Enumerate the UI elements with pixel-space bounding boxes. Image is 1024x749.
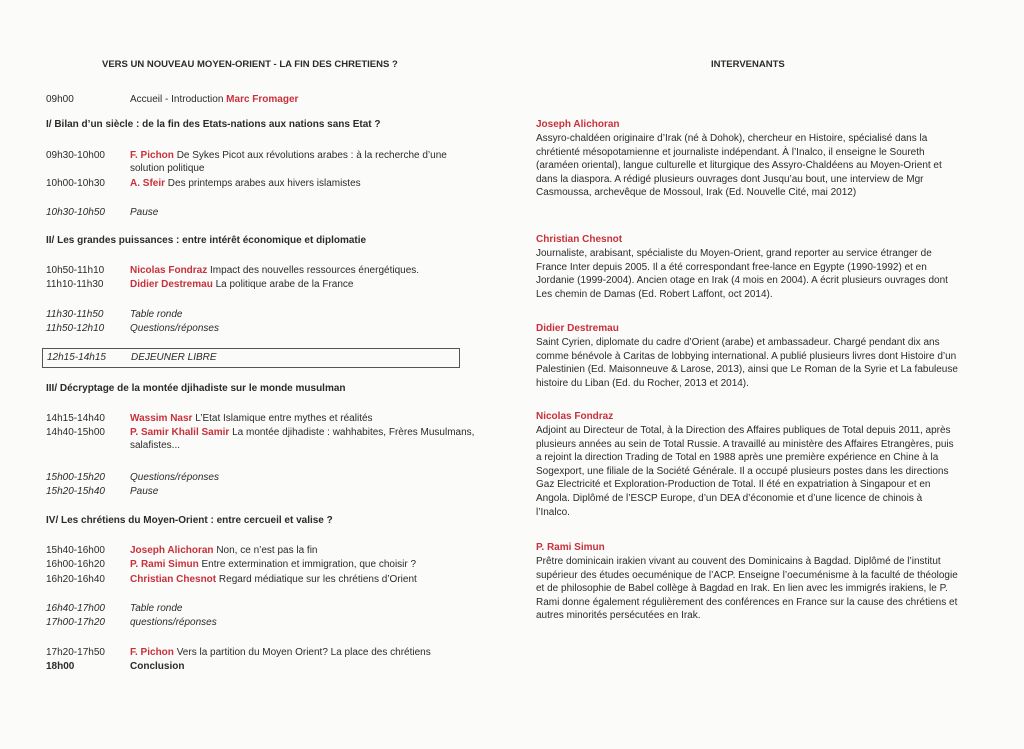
- topic: L’Etat Islamique entre mythes et réalités: [195, 413, 373, 424]
- time: 14h15-14h40: [46, 413, 105, 424]
- speaker-bio: Saint Cyrien, diplomate du cadre d’Orient (arabe) et ambassadeur. Chargé pendant dix ans comme bénévole à Caritas de lobbying international. A publié plusieurs livres dont Histoire d’un Palestinien (Ed. Maisonneuve & Larose, 2013), ainsi que Le Roman de la Syrie et La fabuleuse histoire du Liban (Ed. du Rocher, 2013 et 2014).: [536, 337, 958, 389]
- topic: Pause: [130, 207, 159, 218]
- intro-speaker: Marc Fromager: [226, 94, 299, 105]
- time: 10h00-10h30: [46, 178, 105, 189]
- speaker: F. Pichon: [130, 150, 174, 161]
- speaker: P. Rami Simun: [130, 559, 199, 570]
- section-heading: IV/ Les chrétiens du Moyen-Orient : entre cercueil et valise ?: [46, 515, 333, 526]
- speaker: Christian Chesnot: [130, 574, 217, 585]
- speaker: P. Samir Khalil Samir: [130, 427, 230, 438]
- time: 09h30-10h00: [46, 150, 105, 161]
- topic: Impact des nouvelles ressources énergétiques.: [210, 265, 420, 276]
- speaker: Joseph Alichoran: [130, 545, 214, 556]
- topic: De Sykes Picot aux révolutions arabes : à la recherche d’une solution politique: [130, 150, 447, 174]
- intro-text: [130, 93, 480, 106]
- speaker-block: [536, 410, 958, 519]
- topic: Des printemps arabes aux hivers islamistes: [167, 178, 361, 189]
- section-heading: II/ Les grandes puissances : entre intérêt économique et diplomatie: [46, 235, 367, 246]
- speaker: F. Pichon: [130, 647, 174, 658]
- speaker-block: [536, 233, 958, 301]
- program-title: VERS UN NOUVEAU MOYEN-ORIENT - LA FIN DES CHRETIENS ?: [102, 59, 398, 70]
- time: 16h40-17h00: [46, 603, 105, 614]
- session: [130, 278, 480, 291]
- topic: Table ronde: [130, 309, 183, 320]
- topic: Non, ce n’est pas la fin: [216, 545, 318, 556]
- session: [130, 149, 480, 175]
- speaker: Wassim Nasr: [130, 413, 193, 424]
- speakers-title: INTERVENANTS: [711, 59, 785, 70]
- lunch-time: 12h15-14h15: [47, 352, 106, 363]
- session: [130, 646, 480, 659]
- speaker-bio: Journaliste, arabisant, spécialiste du Moyen-Orient, grand reporter au service étranger de France Inter depuis 2005. Il a été correspondant free-lance en Egypte (1990-1992) et en Jordanie (1999-2004). Ancien otage en Irak (4 mois en 2004). A écrit plusieurs ouvrages dont Les chemin de Damas (Ed. Robert Laffont, oct 2014).: [536, 248, 948, 300]
- time: 15h40-16h00: [46, 545, 105, 556]
- topic: questions/réponses: [130, 617, 217, 628]
- time: 11h10-11h30: [46, 279, 104, 290]
- topic: Questions/réponses: [130, 323, 219, 334]
- topic: La politique arabe de la France: [215, 279, 354, 290]
- intro-label: Accueil - Introduction: [130, 94, 224, 105]
- speaker-name: Nicolas Fondraz: [536, 411, 614, 422]
- topic: Pause: [130, 486, 159, 497]
- session: [130, 558, 480, 571]
- topic: Conclusion: [130, 661, 185, 672]
- session: [130, 264, 480, 277]
- topic: Regard médiatique sur les chrétiens d’Orient: [218, 574, 417, 585]
- speaker-block: [536, 118, 958, 200]
- time: 16h00-16h20: [46, 559, 105, 570]
- time: 10h50-11h10: [46, 265, 105, 276]
- topic: Table ronde: [130, 603, 183, 614]
- topic: La montée djihadiste : wahhabites, Frères Musulmans, salafistes...: [130, 427, 475, 451]
- session: [130, 573, 480, 586]
- time: 15h00-15h20: [46, 472, 105, 483]
- session: [130, 544, 480, 557]
- topic: Entre extermination et immigration, que choisir ?: [201, 559, 417, 570]
- time: 17h00-17h20: [46, 617, 105, 628]
- session: [130, 412, 480, 425]
- time: 11h50-12h10: [46, 323, 105, 334]
- time: 11h30-11h50: [46, 309, 104, 320]
- topic: Questions/réponses: [130, 472, 219, 483]
- session: [130, 177, 480, 190]
- speaker-block: [536, 322, 958, 390]
- time: 16h20-16h40: [46, 574, 105, 585]
- speaker-name: Christian Chesnot: [536, 234, 623, 245]
- section-heading: III/ Décryptage de la montée djihadiste sur le monde musulman: [46, 383, 346, 394]
- speaker-name: Didier Destremau: [536, 323, 619, 334]
- time: 15h20-15h40: [46, 486, 105, 497]
- speaker-block: [536, 541, 958, 623]
- time: 09h00: [46, 94, 74, 105]
- speaker: Didier Destremau: [130, 279, 213, 290]
- time: 18h00: [46, 661, 75, 672]
- speaker: Nicolas Fondraz: [130, 265, 208, 276]
- lunch-label: DEJEUNER LIBRE: [131, 352, 217, 363]
- topic: Vers la partition du Moyen Orient? La place des chrétiens: [176, 647, 431, 658]
- section-heading: I/ Bilan d’un siècle : de la fin des Etats-nations aux nations sans Etat ?: [46, 119, 381, 130]
- speaker: A. Sfeir: [130, 178, 166, 189]
- speaker-bio: Adjoint au Directeur de Total, à la Direction des Affaires publiques de Total depuis 2011, après plusieurs années au sein de Total Russie. A travaillé au ministère des Affaires Etrangères, puis a rejoint la direction Trading de Total en 1988 après une première expérience en Chine à la Sogexport, une filiale de la Société Générale. Il a occupé plusieurs postes dans les directions Gaz Electricité et Exploration-Production de Total. Il été en expatriation à Singapour et en Angola. Diplômé de l’ESCP Europe, d’un DEA d’économie et d’une licence de chinois à l’Inalco.: [536, 425, 954, 518]
- time: 14h40-15h00: [46, 427, 105, 438]
- speaker-name: Joseph Alichoran: [536, 119, 620, 130]
- speaker-name: P. Rami Simun: [536, 542, 605, 553]
- speaker-bio: Assyro-chaldéen originaire d’Irak (né à Dohok), chercheur en Histoire, spécialisé dans la chrétienté mésopotamienne et journaliste indépendant. À l’Inalco, il enseigne le Soureth (araméen oriental), langue culturelle et liturgique des Assyro-Chaldéens au Moyen-Orient et dans la diaspora. A rédigé plusieurs ouvrages dont Jusqu’au bout, une interview de Mgr Casmoussa, archevêque de Mossoul, Irak (Ed. Nouvelle Cité, mai 2012): [536, 133, 942, 199]
- session: [130, 426, 480, 452]
- speaker-bio: Prêtre dominicain irakien vivant au couvent des Dominicains à Bagdad. Diplômé de l’institut supérieur des études oecuménique de l’ACP. Enseigne l’oecuménisme à la faculté de théologie et de philosophie de Babel collège à Bagdad en Irak. En lien avec les immigrés irakiens, le P. Rami donne également régulièrement des conférences en France sur la cause des chrétiens et autres minorités persécutées en Irak.: [536, 556, 958, 622]
- time: 10h30-10h50: [46, 207, 105, 218]
- time: 17h20-17h50: [46, 647, 105, 658]
- lunch-box: [42, 348, 460, 368]
